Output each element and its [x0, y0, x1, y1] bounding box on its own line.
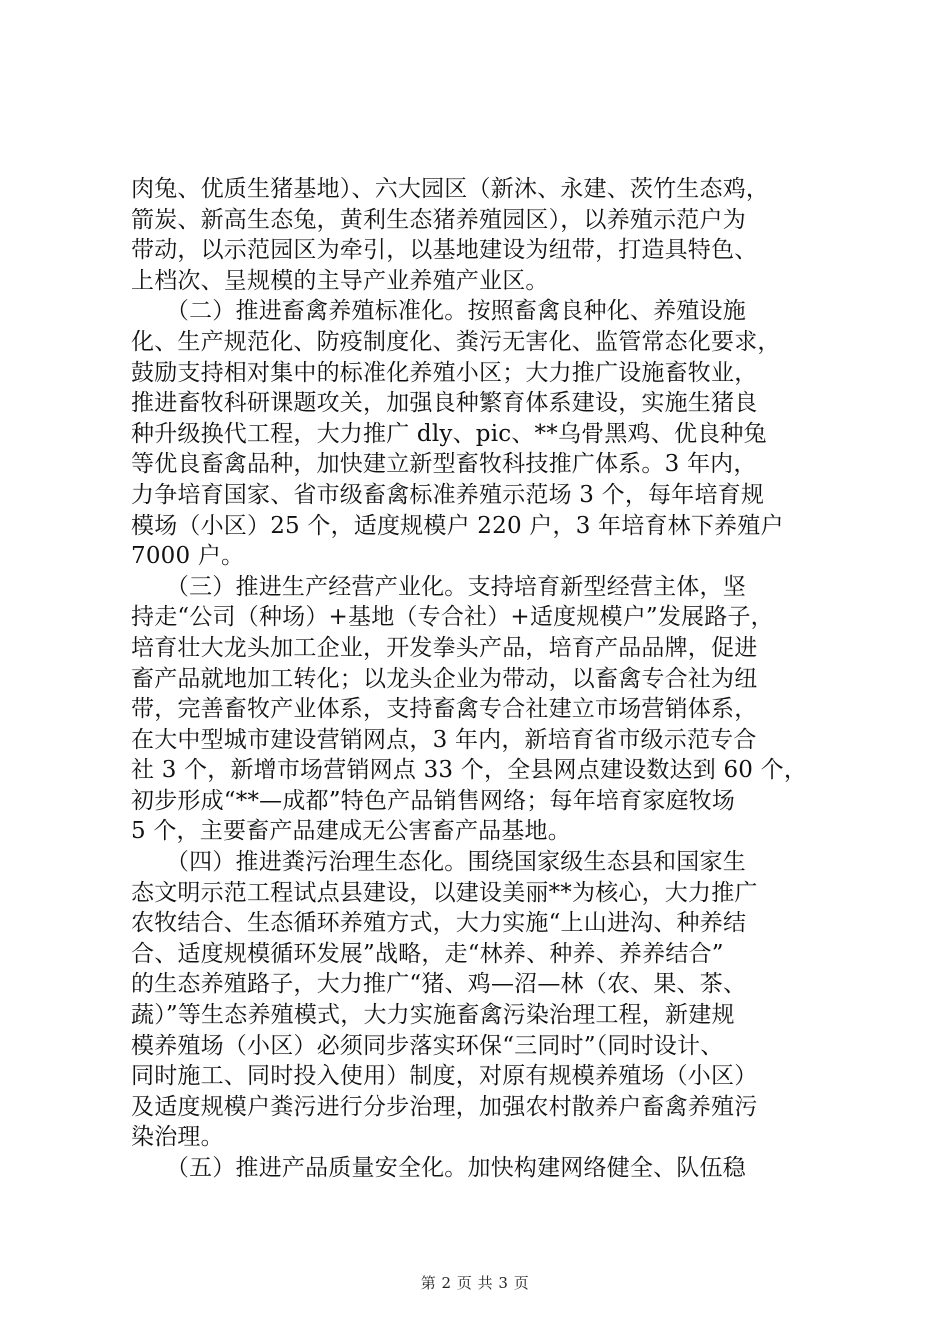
text-line: 等优良畜禽品种，加快建立新型畜牧科技推广体系。3 年内， — [131, 451, 757, 478]
text-line: 畜产品就地加工转化；以龙头企业为带动，以畜禽专合社为纽 — [131, 665, 758, 692]
text-line: （三）推进生产经营产业化。支持培育新型经营主体，坚 — [131, 573, 746, 600]
text-line: 农牧结合、生态循环养殖方式，大力实施“上山进沟、种养结 — [131, 910, 747, 937]
text-line: 带动，以示范园区为牵引，以基地建设为纽带，打造具特色、 — [131, 237, 758, 264]
text-line: 箭炭、新高生态兔，黄利生态猪养殖园区），以养殖示范户为 — [131, 206, 746, 233]
text-line: 力争培育国家、省市级畜禽标准养殖示范场 3 个，每年培育规 — [131, 481, 765, 508]
text-line: 鼓励支持相对集中的标准化养殖小区；大力推广设施畜牧业， — [131, 359, 758, 386]
text-line: 蔬）”等生态养殖模式，大力实施畜禽污染治理工程，新建规 — [131, 1002, 735, 1029]
text-line: 初步形成“**—成都”特色产品销售网络；每年培育家庭牧场 — [131, 787, 736, 814]
text-line: 上档次、呈规模的主导产业养殖产业区。 — [131, 267, 549, 294]
text-line: 培育壮大龙头加工企业，开发拳头产品，培育产品品牌，促进 — [131, 634, 758, 661]
text-line: 态文明示范工程试点县建设，以建设美丽**为核心，大力推广 — [131, 879, 758, 906]
text-line: 推进畜牧科研课题攻关，加强良种繁育体系建设，实施生猪良 — [131, 390, 758, 417]
text-line: 及适度规模户粪污进行分步治理，加强农村散养户畜禽养殖污 — [131, 1093, 758, 1120]
text-line: 带，完善畜牧产业体系，支持畜禽专合社建立市场营销体系， — [131, 696, 758, 723]
text-line: 肉兔、优质生猪基地）、六大园区（新沐、永建、茨竹生态鸡， — [131, 176, 770, 202]
text-line: 的生态养殖路子，大力推广“猪、鸡—沼—林（农、果、茶、 — [131, 971, 747, 998]
text-line: 模养殖场（小区）必须同步落实环保“三同时”（同时设计、 — [131, 1032, 724, 1059]
text-line: 染治理。 — [131, 1124, 224, 1151]
text-line: 化、生产规范化、防疫制度化、粪污无害化、监管常态化要求， — [131, 328, 781, 355]
text-line: 在大中型城市建设营销网点，3 年内，新培育省市级示范专合 — [131, 726, 757, 753]
text-line: （五）推进产品质量安全化。加快构建网络健全、队伍稳 — [131, 1155, 746, 1181]
text-line: 持走“公司（种场）+基地（专合社）+适度规模户”发展路子， — [131, 604, 774, 631]
text-line: 合、适度规模循环发展”战略，走“林养、种养、养养结合” — [131, 940, 724, 967]
text-line: （四）推进粪污治理生态化。围绕国家级生态县和国家生 — [131, 849, 746, 876]
body-text — [131, 174, 831, 1184]
text-line: 社 3 个，新增市场营销网点 33 个，全县网点建设数达到 60 个， — [131, 757, 808, 784]
text-line: 5 个，主要畜产品建成无公害畜产品基地。 — [131, 818, 571, 845]
page-footer: 第 2 页 共 3 页 — [420, 1274, 530, 1292]
text-line: 同时施工、同时投入使用）制度，对原有规模养殖场（小区） — [131, 1063, 758, 1090]
text-line: 7000 户。 — [131, 543, 245, 570]
text-line: 种升级换代工程，大力推广 dly、pic、**乌骨黑鸡、优良种兔 — [131, 420, 767, 447]
text-line: 模场（小区）25 个，适度规模户 220 户，3 年培育林下养殖户 — [131, 512, 784, 539]
text-line: （二）推进畜禽养殖标准化。按照畜禽良种化、养殖设施 — [131, 298, 746, 325]
